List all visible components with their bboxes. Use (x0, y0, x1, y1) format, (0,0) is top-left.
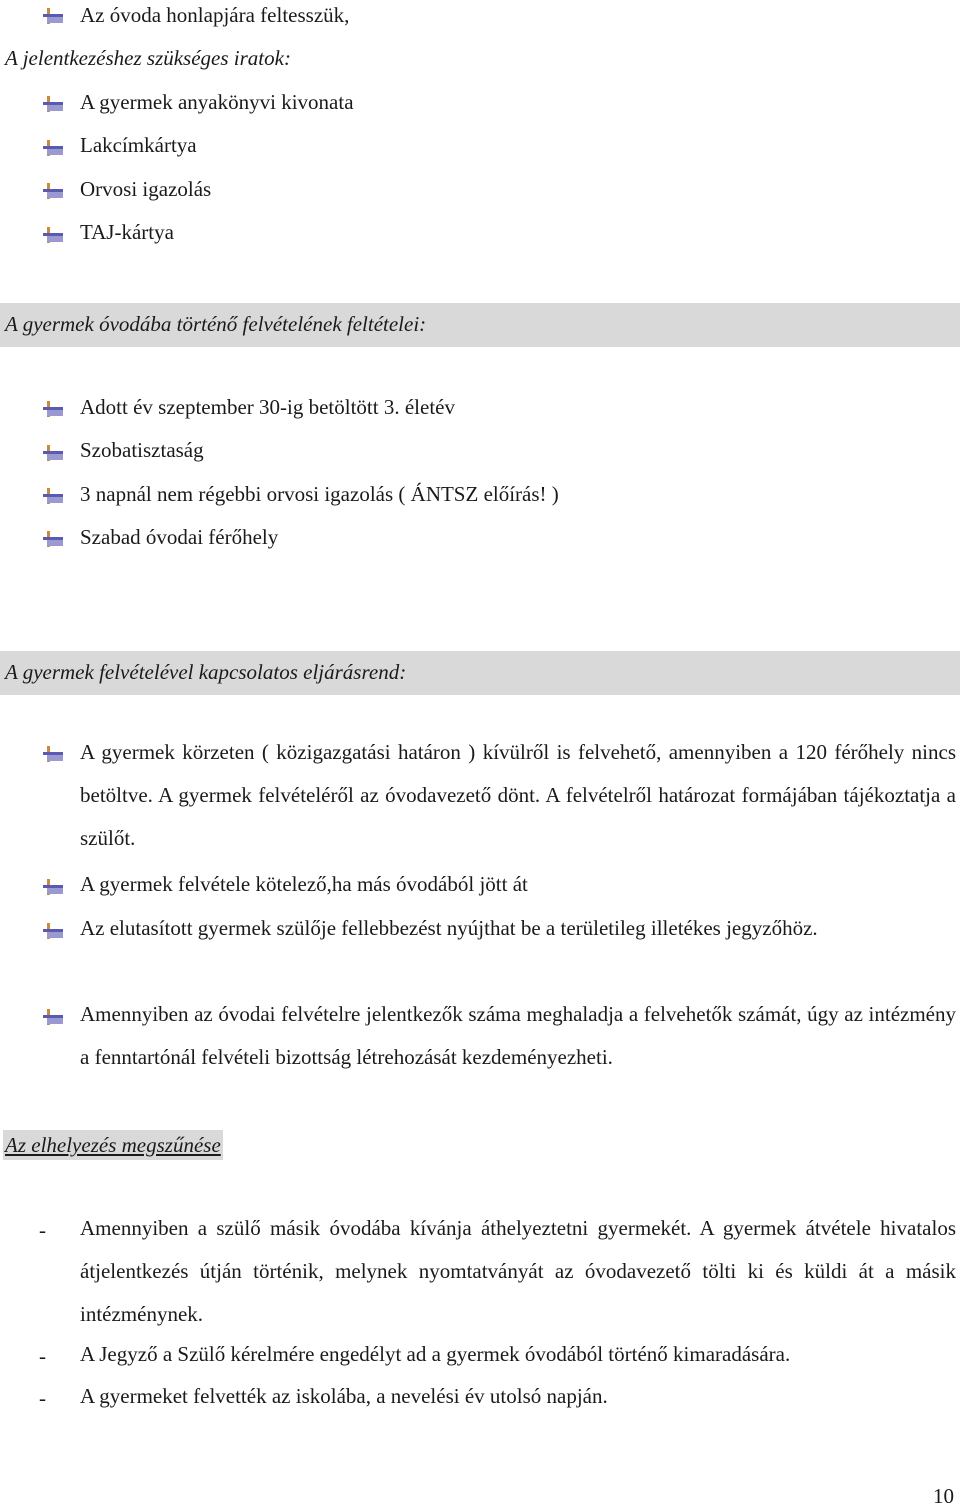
bullet-icon (43, 224, 63, 240)
dash-marker: - (39, 1386, 46, 1410)
documents-heading: A jelentkezéshez szükséges iratok: (5, 46, 291, 70)
procedure-item: A gyermek felvétele kötelező,ha más óvodából jött át (80, 872, 528, 896)
conditions-item: Adott év szeptember 30-ig betöltött 3. életév (80, 395, 455, 419)
bullet-icon (43, 743, 63, 759)
bullet-icon (43, 485, 63, 501)
bullet-icon (43, 442, 63, 458)
bullet-icon (43, 398, 63, 414)
conditions-item: 3 napnál nem régebbi orvosi igazolás ( ÁNTSZ előírás! ) (80, 482, 559, 506)
bullet-icon (43, 93, 63, 109)
documents-item: Lakcímkártya (80, 133, 197, 157)
documents-item: Orvosi igazolás (80, 177, 212, 201)
documents-item: TAJ-kártya (80, 220, 174, 244)
procedure-item: Amennyiben az óvodai felvételre jelentkezők száma meghaladja a felvehetők számát, úgy az intézmény a fenntartónál felvételi bizottság létrehozását kezdeményezheti. (80, 1002, 956, 1069)
termination-heading: Az elhelyezés megszűnése (3, 1130, 223, 1160)
bullet-icon (43, 528, 63, 544)
bullet-icon (43, 1006, 63, 1022)
documents-item: A gyermek anyakönyvi kivonata (80, 90, 354, 114)
bullet-icon (43, 920, 63, 936)
conditions-heading: A gyermek óvodába történő felvételének feltételei: (5, 312, 427, 336)
conditions-item: Szabad óvodai férőhely (80, 525, 279, 549)
termination-item: A Jegyző a Szülő kérelmére engedélyt ad a gyermek óvodából történő kimaradására. (80, 1342, 791, 1366)
procedure-heading: A gyermek felvételével kapcsolatos eljárásrend: (5, 660, 407, 684)
procedure-item: Az elutasított gyermek szülője fellebbezést nyújthat be a területileg illetékes jegyzőhöz. (80, 916, 818, 940)
page-number: 10 (933, 1484, 954, 1508)
termination-item: Amennyiben a szülő másik óvodába kívánja áthelyeztetni gyermekét. A gyermek átvétele hivatalos átjelentkezés útján történik, melynek nyomtatványát az óvodavezető tölti ki és küldi át a másik intézménynek. (80, 1216, 956, 1326)
conditions-item: Szobatisztaság (80, 438, 204, 462)
procedure-item: A gyermek körzeten ( közigazgatási határon ) kívülről is felvehető, amennyiben a 120 férőhely nincs betöltve. A gyermek felvételéről az óvodavezető dönt. A felvételről határozat formájában tájékoztatja a szülőt. (80, 740, 956, 850)
bullet-icon (43, 180, 63, 196)
top-list-item: Az óvoda honlapjára feltesszük, (80, 3, 350, 27)
bullet-icon (43, 5, 63, 21)
bullet-icon (43, 137, 63, 153)
bullet-icon (43, 876, 63, 892)
dash-marker: - (39, 1218, 46, 1242)
termination-item: A gyermeket felvették az iskolába, a nevelési év utolsó napján. (80, 1384, 608, 1408)
dash-marker: - (39, 1344, 46, 1368)
